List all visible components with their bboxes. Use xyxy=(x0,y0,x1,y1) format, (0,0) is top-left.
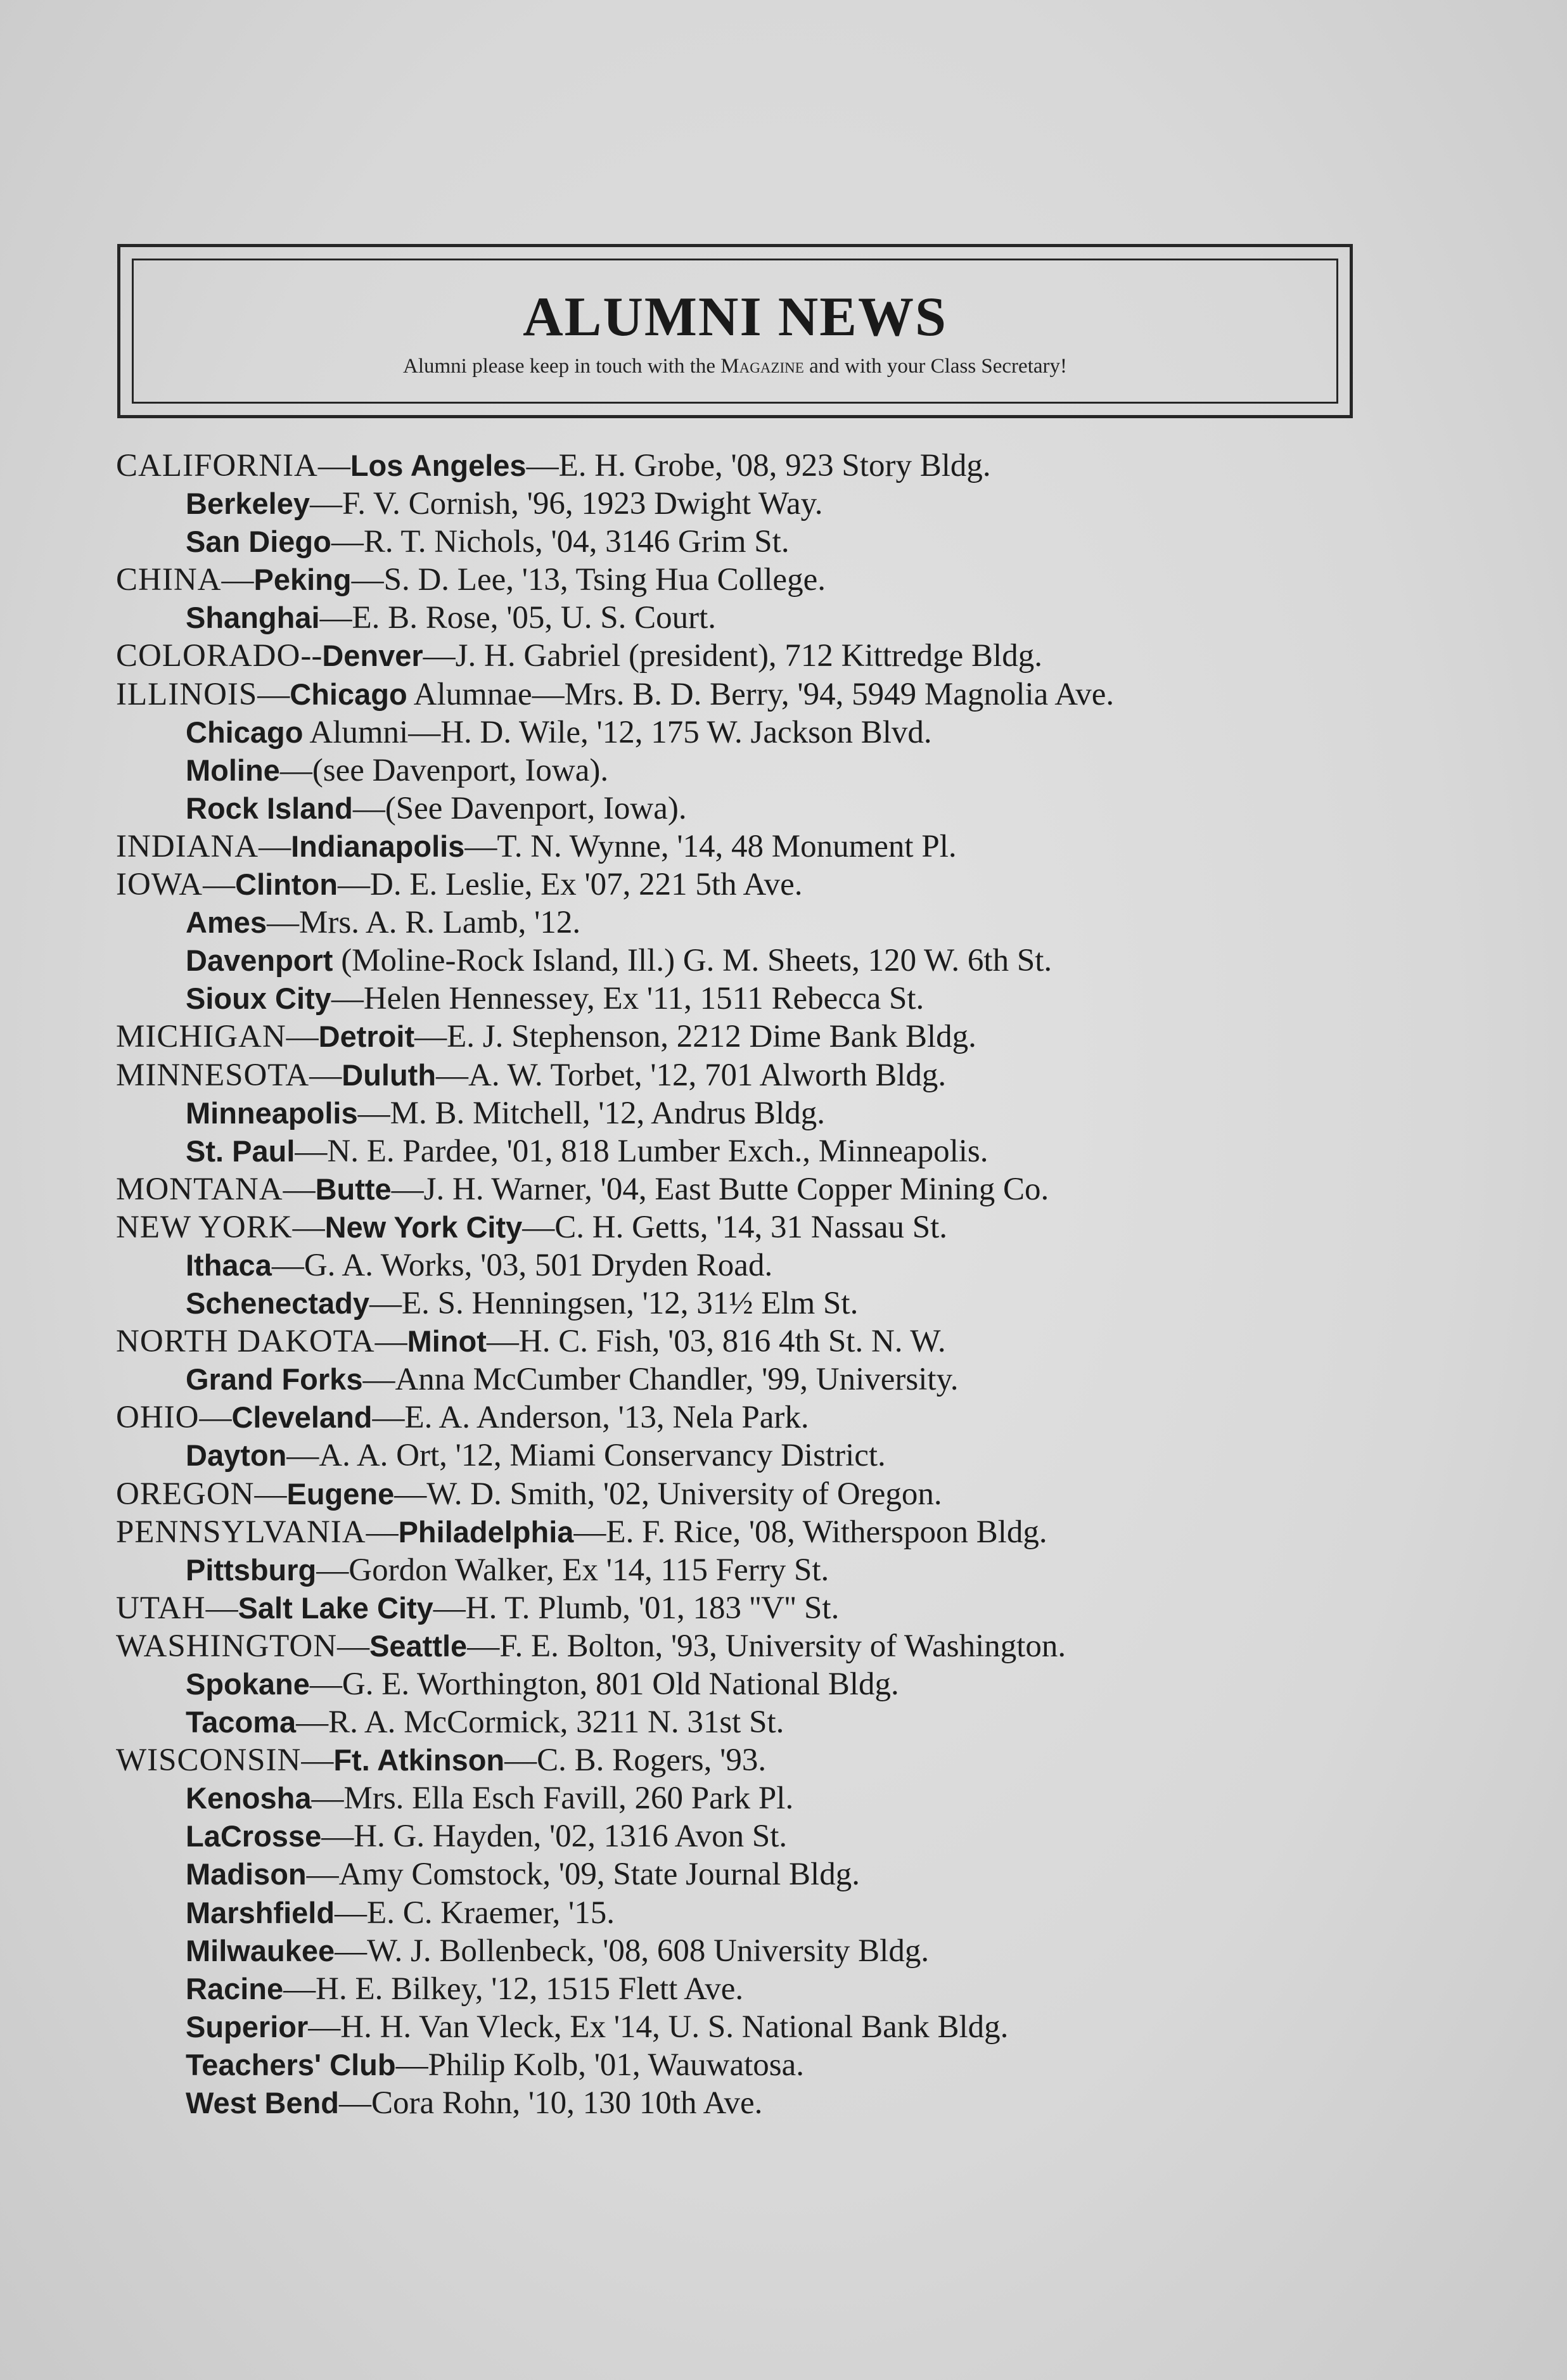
city-name: Chicago xyxy=(186,715,304,749)
contact-details: —H. H. Van Vleck, Ex '14, U. S. National Bank Bldg. xyxy=(308,2009,1009,2045)
contact-details: —H. C. Fish, '03, 816 4th St. N. W. xyxy=(486,1324,946,1360)
directory-entry xyxy=(116,1703,1510,1741)
state-separator: — xyxy=(205,1590,238,1626)
state-name: WASHINGTON xyxy=(116,1628,338,1664)
directory-entry xyxy=(116,2046,1510,2084)
contact-details: —E. C. Kraemer, '15. xyxy=(335,1895,615,1931)
directory-entry xyxy=(116,637,1510,675)
contact-details: —C. H. Getts, '14, 31 Nassau St. xyxy=(522,1209,948,1245)
city-name: Kenosha xyxy=(186,1781,312,1815)
directory-entry xyxy=(116,1436,1510,1475)
state-separator: — xyxy=(254,1476,287,1512)
state-separator: — xyxy=(301,1743,334,1779)
contact-details: —J. H. Warner, '04, East Butte Copper Mining Co. xyxy=(391,1171,1049,1207)
directory-entry xyxy=(116,1970,1510,2008)
page-title: ALUMNI NEWS xyxy=(523,286,947,348)
contact-details: —H. G. Hayden, '02, 1316 Avon St. xyxy=(321,1819,788,1855)
city-name: Marshfield xyxy=(186,1895,335,1929)
city-name: Pittsburg xyxy=(186,1552,317,1587)
directory-entry xyxy=(116,447,1510,485)
directory-entry xyxy=(116,1132,1510,1170)
contact-details: —Anna McCumber Chandler, '99, University. xyxy=(362,1362,959,1398)
state-separator: -- xyxy=(300,638,323,674)
state-name: ILLINOIS xyxy=(116,676,258,712)
contact-details: —F. E. Bolton, '93, University of Washington. xyxy=(467,1628,1066,1664)
directory-entry xyxy=(116,1932,1510,1970)
city-name: Duluth xyxy=(342,1058,437,1092)
directory-entry xyxy=(116,1475,1510,1513)
contact-details: —W. J. Bollenbeck, '08, 608 University Bldg. xyxy=(335,1933,930,1969)
city-name: Peking xyxy=(253,563,352,597)
directory-entry xyxy=(116,790,1510,828)
city-name: Minneapolis xyxy=(186,1096,358,1130)
city-name: Clinton xyxy=(235,867,338,902)
directory-entry xyxy=(116,1094,1510,1132)
city-name: Spokane xyxy=(186,1667,310,1701)
city-name: West Bend xyxy=(186,2086,339,2120)
contact-details: (Moline-Rock Island, Ill.) G. M. Sheets, 120 W. 6th St. xyxy=(333,943,1052,979)
contact-details: —S. D. Lee, '13, Tsing Hua College. xyxy=(351,562,826,598)
city-name: Sioux City xyxy=(186,982,331,1016)
city-name: Grand Forks xyxy=(186,1362,363,1397)
directory-entry xyxy=(116,1817,1510,1855)
directory-entry xyxy=(116,1855,1510,1893)
directory-entry xyxy=(116,599,1510,637)
directory-entry xyxy=(116,1513,1510,1551)
city-name: Indianapolis xyxy=(291,829,465,863)
city-name: New York City xyxy=(324,1210,523,1244)
contact-details: —W. D. Smith, '02, University of Oregon. xyxy=(394,1476,942,1512)
contact-details: —E. J. Stephenson, 2212 Dime Bank Bldg. xyxy=(414,1019,976,1055)
contact-details: —Philip Kolb, '01, Wauwatosa. xyxy=(395,2047,805,2083)
state-separator: — xyxy=(366,1514,399,1550)
directory-entry xyxy=(116,1246,1510,1284)
state-separator: — xyxy=(283,1171,316,1207)
contact-details: —E. F. Rice, '08, Witherspoon Bldg. xyxy=(573,1514,1047,1550)
state-name: UTAH xyxy=(116,1590,206,1626)
state-name: MICHIGAN xyxy=(116,1019,286,1055)
contact-details: —N. E. Pardee, '01, 818 Lumber Exch., Minneapolis. xyxy=(295,1133,988,1169)
contact-details: —E. A. Anderson, '13, Nela Park. xyxy=(372,1400,809,1436)
city-name: Berkeley xyxy=(186,487,310,521)
contact-details: —R. A. McCormick, 3211 N. 31st St. xyxy=(296,1705,784,1741)
directory-entry xyxy=(116,1551,1510,1589)
directory-entry xyxy=(116,1056,1510,1094)
contact-details: —E. S. Henningsen, '12, 31½ Elm St. xyxy=(369,1286,859,1322)
directory-entry xyxy=(116,1741,1510,1779)
state-separator: — xyxy=(286,1019,319,1055)
state-name: PENNSYLVANIA xyxy=(116,1514,366,1550)
contact-details: —A. W. Torbet, '12, 701 Alworth Bldg. xyxy=(436,1057,947,1093)
contact-details: —(see Davenport, Iowa). xyxy=(279,752,609,788)
directory-entry xyxy=(116,866,1510,904)
directory-entry xyxy=(116,1894,1510,1932)
city-name: Chicago xyxy=(290,677,407,711)
city-name: Davenport xyxy=(186,944,333,978)
directory-entry xyxy=(116,1665,1510,1703)
state-name: CHINA xyxy=(116,562,222,598)
contact-details: —G. A. Works, '03, 501 Dryden Road. xyxy=(271,1247,773,1283)
city-name: Ames xyxy=(186,905,267,940)
city-name: Tacoma xyxy=(186,1705,297,1739)
directory-entry xyxy=(116,675,1510,713)
directory-entry xyxy=(116,828,1510,866)
city-name: Seattle xyxy=(369,1628,468,1663)
state-name: MINNESOTA xyxy=(116,1057,310,1093)
contact-details: —Cora Rohn, '10, 130 10th Ave. xyxy=(339,2085,763,2121)
subtitle-text-after: and with your Class Secretary! xyxy=(803,355,1067,378)
directory-entry xyxy=(116,1398,1510,1436)
directory-entry xyxy=(116,1779,1510,1817)
directory-entry xyxy=(116,713,1510,752)
directory-entry xyxy=(116,980,1510,1018)
directory-entry xyxy=(116,752,1510,790)
state-name: NORTH DAKOTA xyxy=(116,1324,375,1360)
contact-details: —Gordon Walker, Ex '14, 115 Ferry St. xyxy=(316,1552,829,1588)
contact-details: —H. E. Bilkey, '12, 1515 Flett Ave. xyxy=(283,1971,744,2007)
city-name: Racine xyxy=(186,1971,284,2006)
contact-details: —R. T. Nichols, '04, 3146 Grim St. xyxy=(331,524,790,560)
contact-details: —Mrs. Ella Esch Favill, 260 Park Pl. xyxy=(311,1781,794,1817)
contact-details: Alumni—H. D. Wile, '12, 175 W. Jackson Blvd. xyxy=(303,714,932,750)
contact-details: —G. E. Worthington, 801 Old National Bldg. xyxy=(309,1667,899,1702)
contact-details: Alumnae—Mrs. B. D. Berry, '94, 5949 Magnolia Ave. xyxy=(407,676,1115,712)
state-separator: — xyxy=(259,828,291,864)
state-name: OHIO xyxy=(116,1400,200,1436)
directory-entry xyxy=(116,904,1510,942)
state-name: CALIFORNIA xyxy=(116,448,318,483)
city-name: Los Angeles xyxy=(350,449,527,482)
state-name: WISCONSIN xyxy=(116,1743,302,1779)
page-subtitle xyxy=(120,355,1350,378)
city-name: LaCrosse xyxy=(186,1819,322,1853)
city-name: Butte xyxy=(315,1172,392,1206)
city-name: Superior xyxy=(186,2009,309,2044)
directory-entry xyxy=(116,523,1510,561)
directory-entry xyxy=(116,561,1510,599)
state-name: COLORADO xyxy=(116,638,301,674)
city-name: Cleveland xyxy=(231,1400,373,1435)
city-name: Philadelphia xyxy=(398,1514,574,1549)
city-name: Minot xyxy=(407,1324,487,1359)
contact-details: —H. T. Plumb, '01, 183 ''V'' St. xyxy=(433,1590,840,1626)
directory-entry xyxy=(116,1018,1510,1056)
directory-entry xyxy=(116,1170,1510,1208)
directory-entry xyxy=(116,1360,1510,1398)
state-separator: — xyxy=(221,562,254,598)
state-separator: — xyxy=(203,867,236,903)
directory-entry xyxy=(116,1284,1510,1322)
city-name: Ithaca xyxy=(186,1248,272,1282)
state-name: INDIANA xyxy=(116,828,259,864)
city-name: Schenectady xyxy=(186,1286,369,1321)
contact-details: —F. V. Cornish, '96, 1923 Dwight Way. xyxy=(310,486,823,522)
state-name: NEW YORK xyxy=(116,1209,293,1245)
city-name: Madison xyxy=(186,1857,307,1891)
header-banner xyxy=(117,244,1353,418)
city-name: Moline xyxy=(186,753,280,787)
city-name: Detroit xyxy=(318,1020,415,1054)
directory-entry xyxy=(116,1627,1510,1665)
state-separator: — xyxy=(317,448,350,483)
state-separator: — xyxy=(199,1400,232,1436)
directory-entry xyxy=(116,942,1510,980)
state-separator: — xyxy=(337,1628,370,1664)
city-name: Salt Lake City xyxy=(238,1590,433,1625)
contact-details: —(See Davenport, Iowa). xyxy=(352,790,687,826)
subtitle-text-before: Alumni please keep in touch with the xyxy=(402,355,721,378)
contact-details: —E. B. Rose, '05, U. S. Court. xyxy=(319,600,717,636)
city-name: Ft. Atkinson xyxy=(333,1743,505,1777)
city-name: Denver xyxy=(322,639,423,673)
contact-details: —T. N. Wynne, '14, 48 Monument Pl. xyxy=(464,828,957,864)
alumni-directory-list xyxy=(116,447,1510,2122)
state-name: OREGON xyxy=(116,1476,255,1512)
contact-details: —M. B. Mitchell, '12, Andrus Bldg. xyxy=(357,1095,825,1131)
city-name: Rock Island xyxy=(186,791,353,825)
state-name: MONTANA xyxy=(116,1171,283,1207)
directory-entry xyxy=(116,1322,1510,1360)
directory-entry xyxy=(116,2008,1510,2046)
contact-details: —C. B. Rogers, '93. xyxy=(504,1743,767,1779)
contact-details: —Mrs. A. R. Lamb, '12. xyxy=(267,905,581,941)
directory-entry xyxy=(116,2084,1510,2122)
city-name: Milwaukee xyxy=(186,1933,335,1967)
contact-details: —E. H. Grobe, '08, 923 Story Bldg. xyxy=(526,448,991,483)
city-name: St. Paul xyxy=(186,1134,295,1168)
city-name: Teachers' Club xyxy=(186,2047,396,2082)
contact-details: —A. A. Ort, '12, Miami Conservancy District. xyxy=(286,1438,886,1474)
contact-details: —J. H. Gabriel (president), 712 Kittredge Bldg. xyxy=(423,638,1042,674)
state-separator: — xyxy=(374,1324,407,1360)
contact-details: —Amy Comstock, '09, State Journal Bldg. xyxy=(306,1857,860,1893)
city-name: Dayton xyxy=(186,1438,287,1473)
state-separator: — xyxy=(292,1209,325,1245)
directory-entry xyxy=(116,1589,1510,1627)
city-name: San Diego xyxy=(186,525,331,559)
contact-details: —Helen Hennessey, Ex '11, 1511 Rebecca St. xyxy=(331,981,924,1017)
state-separator: — xyxy=(257,676,290,712)
city-name: Eugene xyxy=(286,1476,395,1511)
directory-entry xyxy=(116,1208,1510,1246)
state-name: IOWA xyxy=(116,867,203,903)
directory-entry xyxy=(116,485,1510,523)
state-separator: — xyxy=(309,1057,342,1093)
contact-details: —D. E. Leslie, Ex '07, 221 5th Ave. xyxy=(337,867,803,903)
city-name: Shanghai xyxy=(186,601,320,635)
subtitle-magazine: Magazine xyxy=(720,355,804,378)
